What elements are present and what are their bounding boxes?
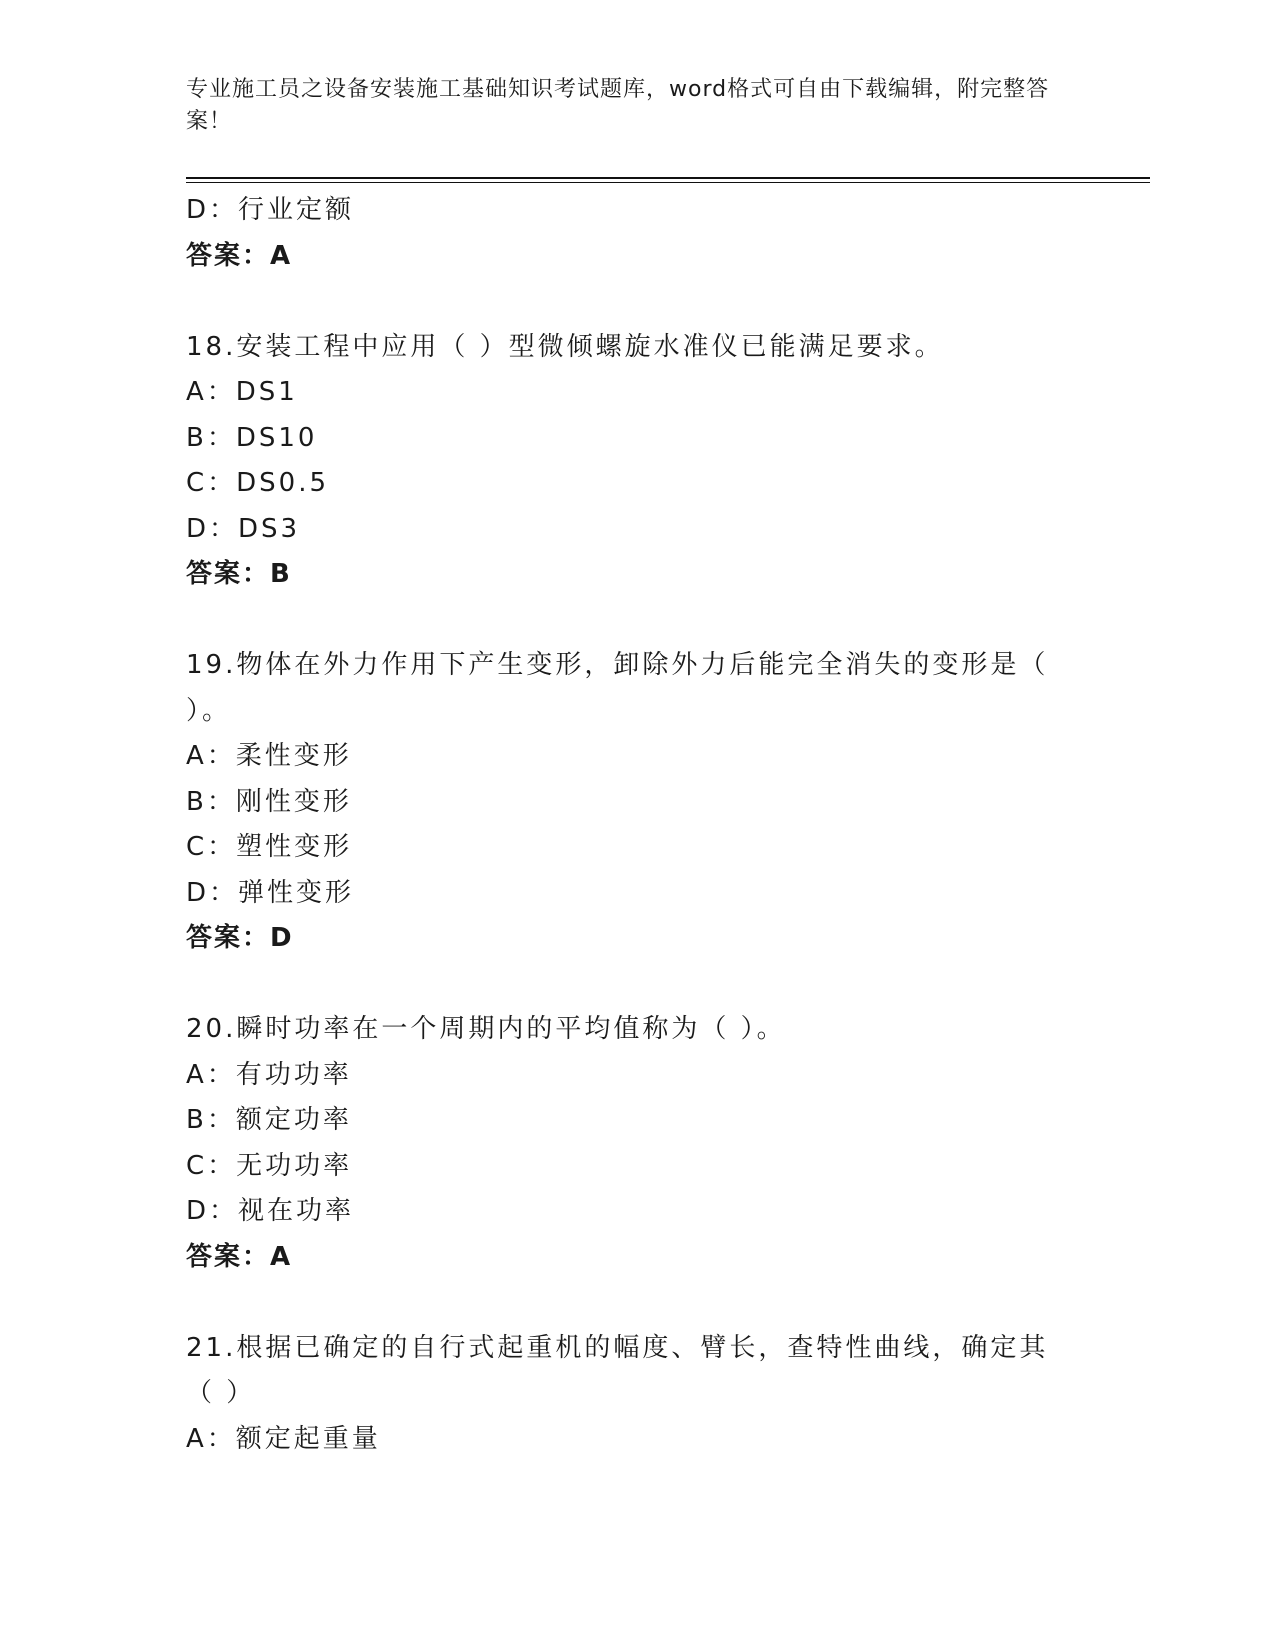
page-header: 专业施工员之设备安装施工基础知识考试题库，word格式可自由下载编辑，附完整答案！ (186, 77, 1050, 134)
option-a: A：有功功率 (186, 1059, 352, 1090)
option-d: D：视在功率 (186, 1196, 355, 1226)
answer-line: 答案：B (186, 559, 292, 589)
option-b: B：刚性变形 (186, 786, 352, 817)
answer-line: 答案：A (186, 240, 293, 271)
option-b: B：额定功率 (186, 1105, 352, 1135)
option-c: C：无功功率 (186, 1150, 353, 1181)
option-a: A：柔性变形 (186, 741, 352, 771)
option-d: D：DS3 (186, 513, 301, 544)
question-text: 21.根据已确定的自行式起重机的幅度、臂长，查特性曲线，确定其（ ） (186, 1332, 1049, 1408)
answer-line: 答案：A (186, 1241, 293, 1272)
question-text: 20.瞬时功率在一个周期内的平均值称为（ ）。 (186, 1014, 786, 1044)
option-a: A：DS1 (186, 377, 298, 407)
header-divider-thick (186, 177, 1150, 179)
question-list (186, 188, 1086, 1462)
option-d: D：弹性变形 (186, 877, 355, 908)
question-text: 18.安装工程中应用（ ）型微倾螺旋水准仪已能满足要求。 (186, 331, 944, 362)
answer-line: 答案：D (186, 923, 294, 953)
option-a: A：额定起重量 (186, 1423, 381, 1454)
header-divider-thin (186, 182, 1150, 183)
option-c: C：DS0.5 (186, 468, 330, 498)
question-text: 19.物体在外力作用下产生变形，卸除外力后能完全消失的变形是（ ）。 (186, 650, 1049, 726)
option-b: B：DS10 (186, 422, 318, 453)
option-d: D：行业定额 (186, 195, 355, 225)
option-c: C：塑性变形 (186, 832, 353, 862)
